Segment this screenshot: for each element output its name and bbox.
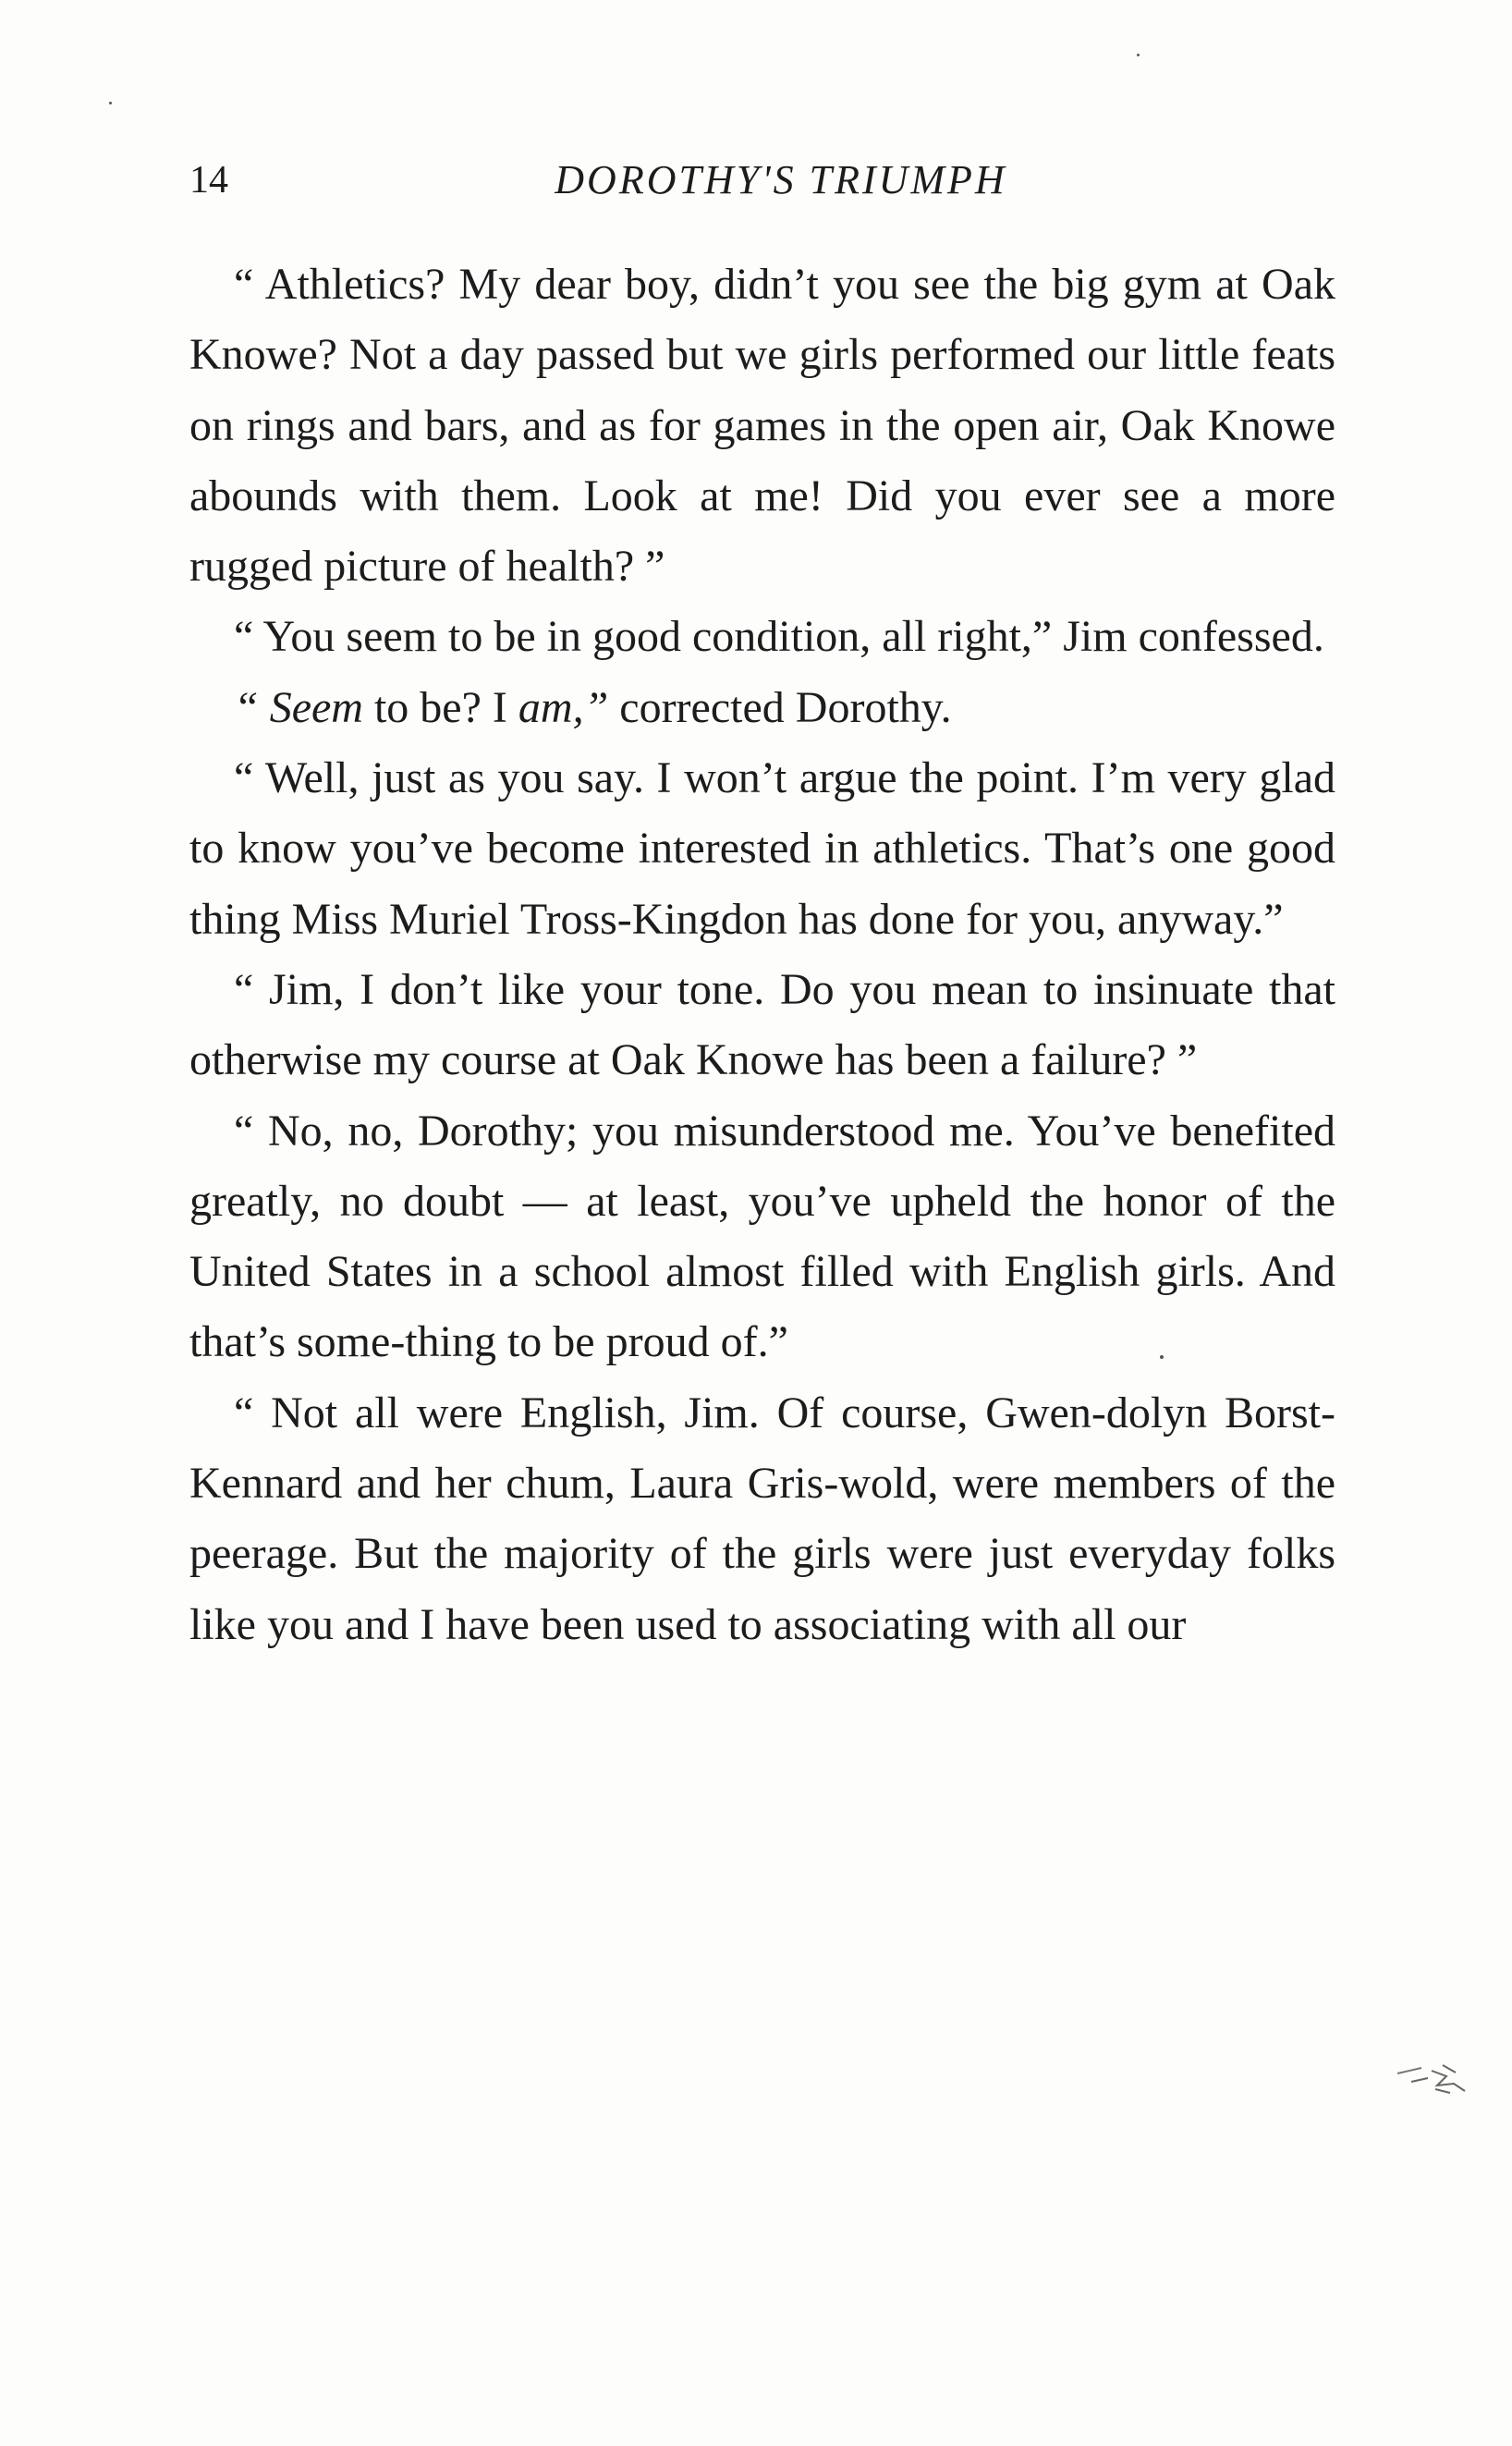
italic-text: am,” xyxy=(518,682,609,732)
paragraph xyxy=(189,955,1335,1096)
paragraph xyxy=(189,673,1335,743)
paragraph xyxy=(189,743,1335,955)
scan-speck xyxy=(1137,54,1140,56)
paragraph xyxy=(189,1378,1335,1660)
text-run: “ Jim, I don’t like your tone. Do you mean to insinuate that otherwise my course at Oak Knowe has been a failure? ” xyxy=(189,964,1335,1085)
paragraph xyxy=(189,250,1335,602)
scan-speck xyxy=(1160,1355,1164,1359)
scan-speck xyxy=(109,102,112,104)
italic-text: “ Seem xyxy=(234,682,363,732)
text-run: to be? I xyxy=(362,682,518,732)
text-run: “ You seem to be in good condition, all right,” Jim confessed. xyxy=(234,612,1324,662)
paragraph xyxy=(189,602,1335,672)
running-title: DOROTHY'S TRIUMPH xyxy=(555,157,1007,202)
ink-tick-mark xyxy=(1396,2066,1423,2075)
text-run: corrected Dorothy. xyxy=(608,682,952,732)
text-run: “ Athletics? My dear boy, didn’t you see the big gym at Oak Knowe? Not a day passed but we girls performed our little feats on rings and bars, and as for games in the open air, Oak Knowe abounds with them. Look at me! Did you ever see a more rugged picture of health? ” xyxy=(189,260,1335,592)
text-run: “ Not all were English, Jim. Of course, Gwen-dolyn Borst-Kennard and her chum, Laura Gris-wold, were members of the peerage. But the majority of the girls were just everyday folks like you and I have been used to associating with all our xyxy=(189,1388,1335,1649)
text-run: “ Well, just as you say. I won’t argue the point. I’m very glad to know you’ve become interested in athletics. That’s one good thing Miss Muriel Tross-Kingdon has done for you, anyway.” xyxy=(189,753,1335,944)
text-run: “ No, no, Dorothy; you misunderstood me. You’ve benefited greatly, no doubt — at least, you’ve upheld the honor of the United States in a school almost filled with English girls. And that’s some-thing to be proud of.” xyxy=(189,1106,1335,1367)
paragraph xyxy=(189,1096,1335,1378)
body-text xyxy=(189,250,1335,1660)
page-number: 14 xyxy=(189,159,228,202)
page-header xyxy=(189,153,1335,208)
